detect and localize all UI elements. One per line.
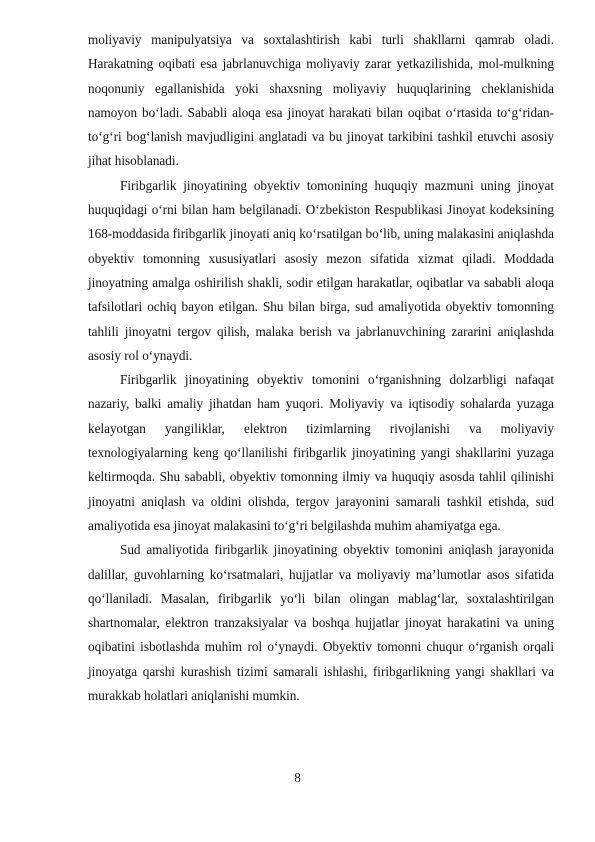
paragraph-2: Firibgarlik jinoyatining obyektiv tomonining huquqiy mazmuni uning jinoyat huquqidagi o‘rni bilan ham belgilanadi. O‘zbekiston Respublikasi Jinoyat kodeksining 168-moddasida firibgarlik jinoyati aniq ko‘rsatilgan bo‘lib, uning malakasini aniqlashda obyektiv tomonning xususiyatlari asosiy mezon sifatida xizmat qiladi. Moddada jinoyatning amalga oshirilish shakli, sodir etilgan harakatlar, oqibatlar va sababli aloqa tafsilotlari ochiq bayon etilgan. Shu bilan birga, sud amaliyotida obyektiv tomonning tahlili jinoyatni tergov qilish, malaka berish va jabrlanuvchining zararini aniqlashda asosiy rol o‘ynaydi. xyxy=(88,177,554,363)
paragraph-3: Firibgarlik jinoyatining obyektiv tomonini o‘rganishning dolzarbligi nafaqat nazariy, balki amaliy jihatdan ham yuqori. Moliyaviy va iqtisodiy sohalarda yuzaga kelayotgan yangiliklar, elektron tizimlarning rivojlanishi va moliyaviy texnologiyalarning keng qo‘llanilishi firibgarlik jinoyatining yangi shakllarini yuzaga keltirmoqda. Shu sababli, obyektiv tomonning ilmiy va huquqiy asosda tahlil qilinishi jinoyatni aniqlash va oldini olishda, tergov jarayonini samarali tashkil etishda, sud amaliyotida esa jinoyat malakasini to‘g‘ri belgilashda muhim ahamiyatga ega. xyxy=(88,372,554,533)
page-number: 8 xyxy=(294,770,301,785)
paragraph-4: Sud amaliyotida firibgarlik jinoyatining obyektiv tomonini aniqlash jarayonida dalillar, guvohlarning ko‘rsatmalari, hujjatlar va moliyaviy ma’lumotlar asos sifatida qo‘llaniladi. Masalan, firibgarlik yo‘li bilan olingan mablag‘lar, soxtalashtirilgan shartnomalar, elektron tranzaksiyalar va boshqa hujjatlar jinoyat harakatini va uning oqibatini isbotlashda muhim rol o‘ynaydi. Obyektiv tomonni chuqur o‘rganish orqali jinoyatga qarshi kurashish tizimi samarali ishlashi, firibgarlikning yangi shakllari va murakkab holatlari aniqlanishi mumkin. xyxy=(88,542,554,704)
paragraph-1: moliyaviy manipulyatsiya va soxtalashtirish kabi turli shakllarni qamrab oladi. Harakatning oqibati esa jabrlanuvchiga moliyaviy zarar yetkazilishida, mol-mulkning noqonuniy egallanishida yoki shaxsning moliyaviy huquqlarining cheklanishida namoyon bo‘ladi. Sababli aloqa esa jinoyat harakati bilan oqibat o‘rtasida to‘g‘ridan-to‘g‘ri bog‘lanish mavjudligini anglatadi va bu jinoyat tarkibini tashkil etuvchi asosiy jihat hisoblanadi. xyxy=(88,32,554,169)
document-body xyxy=(88,28,554,708)
